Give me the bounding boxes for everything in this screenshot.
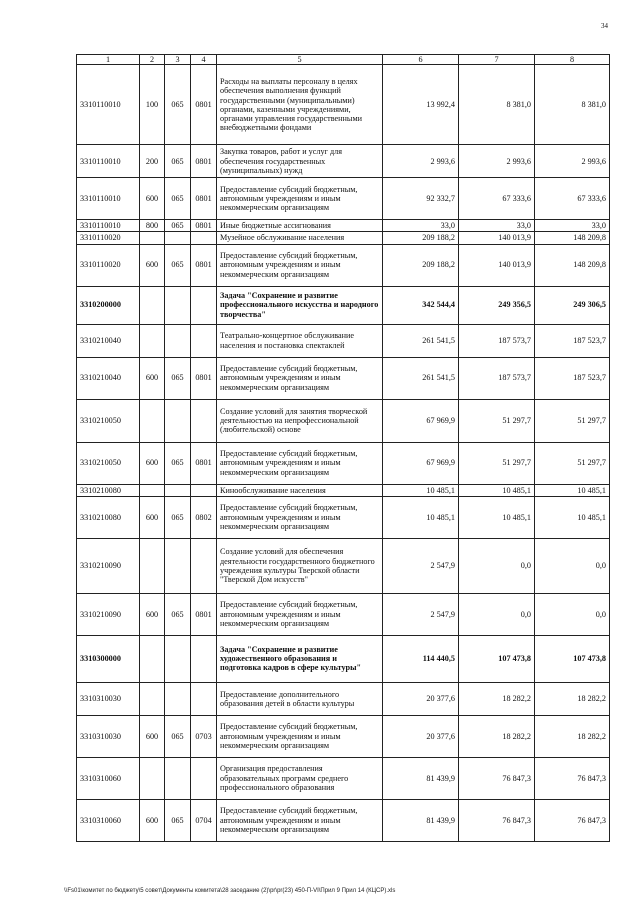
cell-code: 3310210050 xyxy=(77,399,140,442)
cell-expense-type: 600 xyxy=(140,357,165,399)
column-header: 8 xyxy=(535,55,610,65)
table-row xyxy=(77,496,610,538)
cell-amount-col7: 76 847,3 xyxy=(459,799,535,841)
cell-expense-type: 600 xyxy=(140,442,165,484)
cell-section-code xyxy=(191,286,217,324)
cell-amount-col7: 18 282,2 xyxy=(459,715,535,757)
cell-expense-type: 600 xyxy=(140,178,165,220)
cell-code: 3310110020 xyxy=(77,244,140,286)
cell-amount-col6: 81 439,9 xyxy=(383,757,459,799)
cell-expense-type: 600 xyxy=(140,799,165,841)
cell-code: 3310310060 xyxy=(77,757,140,799)
cell-amount-col8: 0,0 xyxy=(535,593,610,635)
table-header-row xyxy=(77,55,610,65)
cell-amount-col6: 67 969,9 xyxy=(383,442,459,484)
cell-amount-col6: 92 332,7 xyxy=(383,178,459,220)
cell-section-code xyxy=(191,757,217,799)
cell-admin-code: 065 xyxy=(165,715,191,757)
cell-admin-code: 065 xyxy=(165,220,191,232)
cell-section-code: 0801 xyxy=(191,593,217,635)
cell-amount-col8: 0,0 xyxy=(535,538,610,593)
cell-name: Задача "Сохранение и развитие профессионального искусства и народного творчества" xyxy=(217,286,383,324)
cell-section-code: 0801 xyxy=(191,178,217,220)
table-row xyxy=(77,220,610,232)
cell-admin-code xyxy=(165,324,191,357)
cell-expense-type: 200 xyxy=(140,145,165,178)
cell-amount-col6: 261 541,5 xyxy=(383,324,459,357)
cell-admin-code: 065 xyxy=(165,593,191,635)
cell-admin-code xyxy=(165,682,191,715)
cell-admin-code: 065 xyxy=(165,244,191,286)
cell-amount-col6: 81 439,9 xyxy=(383,799,459,841)
cell-code: 3310200000 xyxy=(77,286,140,324)
cell-amount-col8: 76 847,3 xyxy=(535,799,610,841)
cell-amount-col7: 187 573,7 xyxy=(459,357,535,399)
cell-amount-col6: 20 377,6 xyxy=(383,715,459,757)
column-header: 2 xyxy=(140,55,165,65)
cell-section-code: 0801 xyxy=(191,145,217,178)
cell-section-code xyxy=(191,232,217,244)
cell-amount-col7: 107 473,8 xyxy=(459,635,535,682)
cell-amount-col8: 33,0 xyxy=(535,220,610,232)
cell-expense-type xyxy=(140,757,165,799)
cell-expense-type xyxy=(140,538,165,593)
cell-admin-code: 065 xyxy=(165,496,191,538)
cell-admin-code xyxy=(165,757,191,799)
cell-code: 3310210040 xyxy=(77,357,140,399)
column-header: 1 xyxy=(77,55,140,65)
cell-amount-col6: 33,0 xyxy=(383,220,459,232)
cell-admin-code: 065 xyxy=(165,799,191,841)
cell-code: 3310210080 xyxy=(77,484,140,496)
cell-amount-col6: 342 544,4 xyxy=(383,286,459,324)
cell-name: Предоставление субсидий бюджетным, автономным учреждениям и иным некоммерческим организациям xyxy=(217,178,383,220)
cell-section-code xyxy=(191,682,217,715)
cell-amount-col6: 261 541,5 xyxy=(383,357,459,399)
cell-amount-col6: 114 440,5 xyxy=(383,635,459,682)
cell-admin-code xyxy=(165,484,191,496)
cell-amount-col6: 20 377,6 xyxy=(383,682,459,715)
cell-code: 3310300000 xyxy=(77,635,140,682)
cell-name: Предоставление дополнительного образования детей в области культуры xyxy=(217,682,383,715)
cell-amount-col6: 209 188,2 xyxy=(383,232,459,244)
cell-amount-col7: 33,0 xyxy=(459,220,535,232)
cell-admin-code xyxy=(165,286,191,324)
cell-amount-col7: 51 297,7 xyxy=(459,442,535,484)
cell-code: 3310210040 xyxy=(77,324,140,357)
page-number: 34 xyxy=(601,22,608,30)
table-row xyxy=(77,232,610,244)
cell-amount-col8: 187 523,7 xyxy=(535,357,610,399)
cell-amount-col8: 148 209,8 xyxy=(535,244,610,286)
cell-admin-code xyxy=(165,399,191,442)
cell-name: Задача "Сохранение и развитие художественного образования и подготовка кадров в сфере культуры" xyxy=(217,635,383,682)
cell-expense-type: 600 xyxy=(140,496,165,538)
table-row xyxy=(77,324,610,357)
cell-name: Предоставление субсидий бюджетным, автономным учреждениям и иным некоммерческим организациям xyxy=(217,357,383,399)
cell-code: 3310310030 xyxy=(77,715,140,757)
cell-section-code: 0801 xyxy=(191,357,217,399)
cell-amount-col8: 2 993,6 xyxy=(535,145,610,178)
cell-name: Расходы на выплаты персоналу в целях обеспечения выполнения функций государственными (муниципальными) органами, казенными учреждениями, органами управления государственными внебюджетными фондами xyxy=(217,65,383,145)
cell-name: Создание условий для обеспечения деятельности государственного бюджетного учреждения культуры Тверской области "Тверской Дом искусств" xyxy=(217,538,383,593)
table-row xyxy=(77,682,610,715)
cell-amount-col6: 2 993,6 xyxy=(383,145,459,178)
cell-admin-code xyxy=(165,635,191,682)
cell-amount-col7: 140 013,9 xyxy=(459,244,535,286)
cell-amount-col8: 10 485,1 xyxy=(535,496,610,538)
cell-expense-type xyxy=(140,682,165,715)
table-row xyxy=(77,593,610,635)
cell-amount-col7: 51 297,7 xyxy=(459,399,535,442)
cell-amount-col6: 10 485,1 xyxy=(383,496,459,538)
cell-expense-type xyxy=(140,399,165,442)
cell-code: 3310210090 xyxy=(77,593,140,635)
cell-section-code xyxy=(191,538,217,593)
table-row xyxy=(77,65,610,145)
table-row xyxy=(77,538,610,593)
cell-code: 3310110010 xyxy=(77,220,140,232)
cell-amount-col8: 187 523,7 xyxy=(535,324,610,357)
file-path-footer: \\Fs01\комитет по бюджету\5 совет\Документы комитета\28 заседание (2)\pr\pr(23) 450-П-VI\Прил 9 Прил 14 (КЦСР).xls xyxy=(64,888,396,894)
cell-expense-type xyxy=(140,484,165,496)
table-row xyxy=(77,442,610,484)
cell-amount-col7: 76 847,3 xyxy=(459,757,535,799)
cell-amount-col6: 2 547,9 xyxy=(383,593,459,635)
cell-name: Предоставление субсидий бюджетным, автономным учреждениям и иным некоммерческим организациям xyxy=(217,799,383,841)
cell-amount-col8: 51 297,7 xyxy=(535,442,610,484)
cell-amount-col8: 67 333,6 xyxy=(535,178,610,220)
cell-expense-type xyxy=(140,286,165,324)
cell-amount-col8: 18 282,2 xyxy=(535,715,610,757)
table-row xyxy=(77,635,610,682)
cell-name: Создание условий для занятия творческой деятельностью на непрофессиональной (любительской) основе xyxy=(217,399,383,442)
cell-code: 3310110010 xyxy=(77,145,140,178)
cell-expense-type: 600 xyxy=(140,715,165,757)
cell-name: Предоставление субсидий бюджетным, автономным учреждениям и иным некоммерческим организациям xyxy=(217,496,383,538)
cell-admin-code xyxy=(165,232,191,244)
cell-admin-code: 065 xyxy=(165,145,191,178)
cell-amount-col8: 18 282,2 xyxy=(535,682,610,715)
cell-expense-type xyxy=(140,232,165,244)
cell-amount-col7: 0,0 xyxy=(459,538,535,593)
cell-admin-code: 065 xyxy=(165,442,191,484)
cell-amount-col8: 76 847,3 xyxy=(535,757,610,799)
budget-table xyxy=(76,54,610,842)
cell-section-code xyxy=(191,635,217,682)
table-row xyxy=(77,145,610,178)
cell-code: 3310110010 xyxy=(77,65,140,145)
table-row xyxy=(77,484,610,496)
cell-section-code: 0704 xyxy=(191,799,217,841)
column-header: 6 xyxy=(383,55,459,65)
cell-amount-col7: 10 485,1 xyxy=(459,496,535,538)
cell-amount-col8: 51 297,7 xyxy=(535,399,610,442)
table-row xyxy=(77,757,610,799)
cell-section-code: 0801 xyxy=(191,442,217,484)
cell-amount-col8: 8 381,0 xyxy=(535,65,610,145)
cell-amount-col7: 8 381,0 xyxy=(459,65,535,145)
cell-expense-type xyxy=(140,635,165,682)
cell-section-code: 0801 xyxy=(191,220,217,232)
table-body xyxy=(77,65,610,842)
cell-name: Предоставление субсидий бюджетным, автономным учреждениям и иным некоммерческим организациям xyxy=(217,715,383,757)
cell-admin-code: 065 xyxy=(165,178,191,220)
cell-section-code: 0703 xyxy=(191,715,217,757)
cell-section-code: 0802 xyxy=(191,496,217,538)
cell-code: 3310210050 xyxy=(77,442,140,484)
table-row xyxy=(77,244,610,286)
cell-amount-col6: 2 547,9 xyxy=(383,538,459,593)
cell-amount-col6: 13 992,4 xyxy=(383,65,459,145)
cell-name: Театрально-концертное обслуживание населения и постановка спектаклей xyxy=(217,324,383,357)
cell-amount-col7: 187 573,7 xyxy=(459,324,535,357)
cell-amount-col7: 18 282,2 xyxy=(459,682,535,715)
cell-amount-col7: 249 356,5 xyxy=(459,286,535,324)
cell-admin-code xyxy=(165,538,191,593)
cell-amount-col7: 140 013,9 xyxy=(459,232,535,244)
cell-name: Музейное обслуживание населения xyxy=(217,232,383,244)
cell-code: 3310210090 xyxy=(77,538,140,593)
cell-amount-col6: 209 188,2 xyxy=(383,244,459,286)
cell-code: 3310110010 xyxy=(77,178,140,220)
cell-amount-col7: 2 993,6 xyxy=(459,145,535,178)
cell-expense-type xyxy=(140,324,165,357)
table-row xyxy=(77,178,610,220)
cell-admin-code: 065 xyxy=(165,357,191,399)
column-header: 5 xyxy=(217,55,383,65)
column-header: 3 xyxy=(165,55,191,65)
cell-name: Кинообслуживание населения xyxy=(217,484,383,496)
cell-name: Организация предоставления образовательных программ среднего профессионального образования xyxy=(217,757,383,799)
cell-admin-code: 065 xyxy=(165,65,191,145)
cell-amount-col8: 10 485,1 xyxy=(535,484,610,496)
cell-amount-col6: 10 485,1 xyxy=(383,484,459,496)
cell-amount-col8: 107 473,8 xyxy=(535,635,610,682)
column-header: 4 xyxy=(191,55,217,65)
cell-amount-col7: 67 333,6 xyxy=(459,178,535,220)
cell-amount-col7: 10 485,1 xyxy=(459,484,535,496)
cell-expense-type: 600 xyxy=(140,244,165,286)
table-row xyxy=(77,357,610,399)
cell-expense-type: 600 xyxy=(140,593,165,635)
cell-section-code xyxy=(191,484,217,496)
cell-name: Предоставление субсидий бюджетным, автономным учреждениям и иным некоммерческим организациям xyxy=(217,442,383,484)
cell-amount-col8: 148 209,8 xyxy=(535,232,610,244)
cell-expense-type: 100 xyxy=(140,65,165,145)
cell-section-code: 0801 xyxy=(191,65,217,145)
column-header: 7 xyxy=(459,55,535,65)
cell-amount-col6: 67 969,9 xyxy=(383,399,459,442)
cell-section-code xyxy=(191,324,217,357)
cell-amount-col7: 0,0 xyxy=(459,593,535,635)
cell-section-code xyxy=(191,399,217,442)
table-row xyxy=(77,399,610,442)
cell-code: 3310310060 xyxy=(77,799,140,841)
cell-code: 3310210080 xyxy=(77,496,140,538)
cell-section-code: 0801 xyxy=(191,244,217,286)
cell-amount-col8: 249 306,5 xyxy=(535,286,610,324)
cell-code: 3310310030 xyxy=(77,682,140,715)
cell-name: Предоставление субсидий бюджетным, автономным учреждениям и иным некоммерческим организациям xyxy=(217,593,383,635)
cell-expense-type: 800 xyxy=(140,220,165,232)
table-row xyxy=(77,715,610,757)
cell-name: Иные бюджетные ассигнования xyxy=(217,220,383,232)
cell-code: 3310110020 xyxy=(77,232,140,244)
cell-name: Предоставление субсидий бюджетным, автономным учреждениям и иным некоммерческим организациям xyxy=(217,244,383,286)
cell-name: Закупка товаров, работ и услуг для обеспечения государственных (муниципальных) нужд xyxy=(217,145,383,178)
table-row xyxy=(77,799,610,841)
table-row xyxy=(77,286,610,324)
